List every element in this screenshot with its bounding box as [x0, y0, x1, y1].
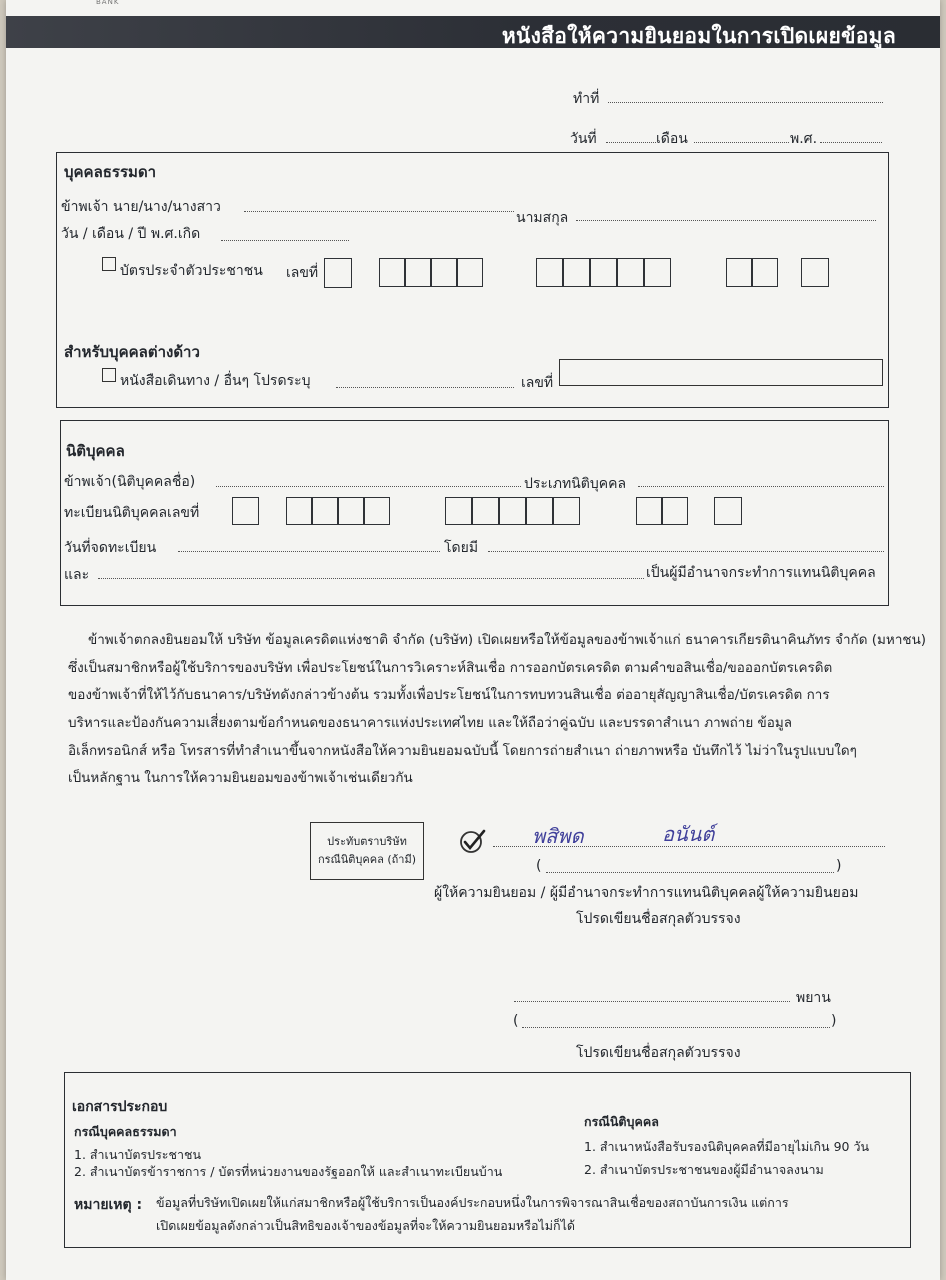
individual-surname-label: นามสกุล [516, 210, 569, 226]
note-text-line1: ข้อมูลที่บริษัทเปิดเผยให้แก่สมาชิกหรือผู้ใช้บริการเป็นองค์ประกอบหนึ่งในการพิจารณาสินเชื่อของสถาบันการเงิน แต่การ [156, 1195, 789, 1210]
consent-text-line: เป็นหลักฐาน ในการให้ความยินยอมของข้าพเจ้าเช่นเดียวกัน [68, 770, 413, 786]
and-label: และ [64, 567, 90, 583]
open-paren: ( [536, 858, 542, 874]
stamp-label-line1: ประทับตราบริษัท [327, 835, 407, 848]
juristic-doc-item: 1. สำเนาหนังสือรับรองนิติบุคคลที่มีอายุไม่เกิน 90 วัน [584, 1139, 870, 1154]
consent-text-line: ซึ่งเป็นสมาชิกหรือผู้ใช้บริการของบริษัท เพื่อประโยชน์ในการวิเคราะห์สินเชื่อ การออกบัตรเครดิต ตามคำขอสินเชื่อ/ขอออกบัตรเครดิต [68, 660, 833, 676]
witness-label: พยาน [796, 990, 831, 1006]
representative-2-field[interactable] [98, 578, 644, 579]
month-label: เดือน [656, 131, 688, 147]
date-month-field[interactable] [694, 142, 789, 143]
passport-type-field[interactable] [336, 387, 514, 388]
individual-name-field[interactable] [244, 211, 514, 212]
reg-digit-box[interactable] [662, 497, 688, 525]
check-mark-icon [458, 828, 488, 856]
juristic-name-label: ข้าพเจ้า(นิติบุคคลชื่อ) [64, 474, 196, 490]
reg-digit-box[interactable] [553, 497, 580, 525]
individual-surname-field[interactable] [576, 220, 876, 221]
place-label: ทำที่ [573, 91, 600, 107]
date-label: วันที่ [570, 131, 597, 147]
id-digit-box[interactable] [405, 258, 431, 287]
date-day-field[interactable] [606, 142, 656, 143]
individual-doc-item: 2. สำเนาบัตรข้าราชการ / บัตรที่หน่วยงานของรัฐออกให้ และสำเนาทะเบียนบ้าน [74, 1164, 503, 1179]
birth-date-field[interactable] [221, 240, 349, 241]
consent-form-page [6, 0, 940, 1280]
passport-number-field[interactable] [559, 359, 883, 386]
juristic-name-field[interactable] [216, 486, 521, 487]
id-digit-box[interactable] [324, 258, 352, 288]
reg-digit-box[interactable] [312, 497, 338, 525]
id-digit-box[interactable] [726, 258, 752, 287]
foreigner-heading: สำหรับบุคคลต่างด้าว [64, 343, 200, 361]
id-number-label: เลขที่ [286, 265, 319, 281]
company-stamp-box [310, 822, 424, 880]
birth-date-label: วัน / เดือน / ปี พ.ศ.เกิด [61, 226, 201, 242]
note-label: หมายเหตุ : [74, 1197, 143, 1213]
reg-digit-box[interactable] [714, 497, 742, 525]
passport-label: หนังสือเดินทาง / อื่นๆ โปรดระบุ [120, 373, 311, 389]
id-digit-box[interactable] [644, 258, 671, 287]
reg-date-label: วันที่จดทะเบียน [64, 540, 157, 556]
witness-open-paren: ( [513, 1013, 519, 1029]
documents-heading: เอกสารประกอบ [72, 1099, 168, 1115]
id-card-label: บัตรประจำตัวประชาชน [120, 263, 263, 279]
consenter-label: ผู้ให้ความยินยอม / ผู้มีอำนาจกระทำการแทนนิติบุคคลผู้ให้ความยินยอม [434, 885, 859, 901]
id-digit-box[interactable] [431, 258, 457, 287]
individual-doc-item: 1. สำเนาบัตรประชาชน [74, 1147, 202, 1162]
place-field[interactable] [608, 102, 883, 103]
bank-mark: BANK [96, 0, 120, 6]
by-label: โดยมี [444, 540, 479, 556]
id-digit-box[interactable] [617, 258, 644, 287]
handwritten-first-name: พสิพด [532, 824, 584, 848]
reg-digit-box[interactable] [232, 497, 259, 525]
reg-date-field[interactable] [178, 551, 440, 552]
witness-close-paren: ) [831, 1013, 837, 1029]
id-digit-box[interactable] [563, 258, 590, 287]
juristic-type-label: ประเภทนิติบุคคล [524, 476, 627, 492]
reg-digit-box[interactable] [286, 497, 312, 525]
consent-text-line: บริหารและป้องกันความเสี่ยงตามข้อกำหนดของธนาคารแห่งประเทศไทย และให้ถือว่าคู่ฉบับ และบรรดาสำเนา ภาพถ่าย ข้อมูล [68, 715, 793, 731]
passport-number-label: เลขที่ [521, 375, 554, 391]
individual-docs-heading: กรณีบุคคลธรรมดา [74, 1124, 177, 1139]
reg-digit-box[interactable] [338, 497, 364, 525]
individual-heading: บุคคลธรรมดา [64, 163, 157, 181]
stamp-label-line2: กรณีนิติบุคคล (ถ้ามี) [317, 853, 417, 866]
consent-text-line: ของข้าพเจ้าที่ให้ไว้กับธนาคาร/บริษัทดังกล่าวข้างต้น รวมทั้งเพื่อประโยชน์ในการทบทวนสินเชื่อ ต่ออายุสัญญาสินเชื่อ/บัตรเครดิต การ [68, 687, 830, 703]
id-card-checkbox[interactable] [102, 257, 116, 271]
representative-1-field[interactable] [488, 551, 884, 552]
juristic-reg-label: ทะเบียนนิติบุคคลเลขที่ [64, 505, 200, 521]
reg-digit-box[interactable] [445, 497, 472, 525]
juristic-heading: นิติบุคคล [66, 442, 125, 460]
reg-digit-box[interactable] [364, 497, 390, 525]
witness-printed-name-field[interactable] [522, 1027, 830, 1028]
id-digit-box[interactable] [536, 258, 563, 287]
reg-digit-box[interactable] [472, 497, 499, 525]
consent-text-line: ข้าพเจ้าตกลงยินยอมให้ บริษัท ข้อมูลเครดิตแห่งชาติ จำกัด (บริษัท) เปิดเผยหรือให้ข้อมูลของข้าพเจ้าแก่ ธนาคารเกียรตินาคินภัทร จำกัด (มหาชน) [88, 632, 927, 648]
consent-text-line: อิเล็กทรอนิกส์ หรือ โทรสารที่ทำสำเนาขึ้นจากหนังสือให้ความยินยอมฉบับนี้ โดยการถ่ายสำเนา ถ่ายภาพหรือ บันทึกไว้ ไม่ว่าในรูปแบบใดๆ [68, 743, 857, 759]
print-name-note: โปรดเขียนชื่อสกุลตัวบรรจง [576, 911, 741, 927]
juristic-doc-item: 2. สำเนาบัตรประชาชนของผู้มีอำนาจลงนาม [584, 1162, 824, 1177]
date-year-field[interactable] [820, 142, 882, 143]
note-text-line2: เปิดเผยข้อมูลดังกล่าวเป็นสิทธิของเจ้าของข้อมูลที่จะให้ความยินยอมหรือไม่ก็ได้ [156, 1218, 575, 1233]
witness-signature-field[interactable] [514, 1001, 790, 1002]
id-digit-box[interactable] [801, 258, 829, 287]
reg-digit-box[interactable] [636, 497, 662, 525]
witness-note: โปรดเขียนชื่อสกุลตัวบรรจง [576, 1045, 741, 1061]
id-digit-box[interactable] [379, 258, 405, 287]
individual-name-label: ข้าพเจ้า นาย/นาง/นางสาว [61, 199, 221, 215]
id-digit-box[interactable] [590, 258, 617, 287]
year-label: พ.ศ. [790, 131, 818, 147]
id-digit-box[interactable] [457, 258, 483, 287]
consenter-printed-name-field[interactable] [546, 872, 834, 873]
reg-digit-box[interactable] [526, 497, 553, 525]
close-paren: ) [836, 858, 842, 874]
juristic-type-field[interactable] [638, 486, 884, 487]
form-title: หนังสือให้ความยินยอมในการเปิดเผยข้อมูล [501, 24, 896, 48]
id-digit-box[interactable] [752, 258, 778, 287]
passport-checkbox[interactable] [102, 368, 116, 382]
reg-digit-box[interactable] [499, 497, 526, 525]
handwritten-surname: อนันต์ [662, 822, 715, 846]
juristic-docs-heading: กรณีนิติบุคคล [584, 1114, 659, 1129]
authorized-label: เป็นผู้มีอำนาจกระทำการแทนนิติบุคคล [646, 565, 876, 581]
